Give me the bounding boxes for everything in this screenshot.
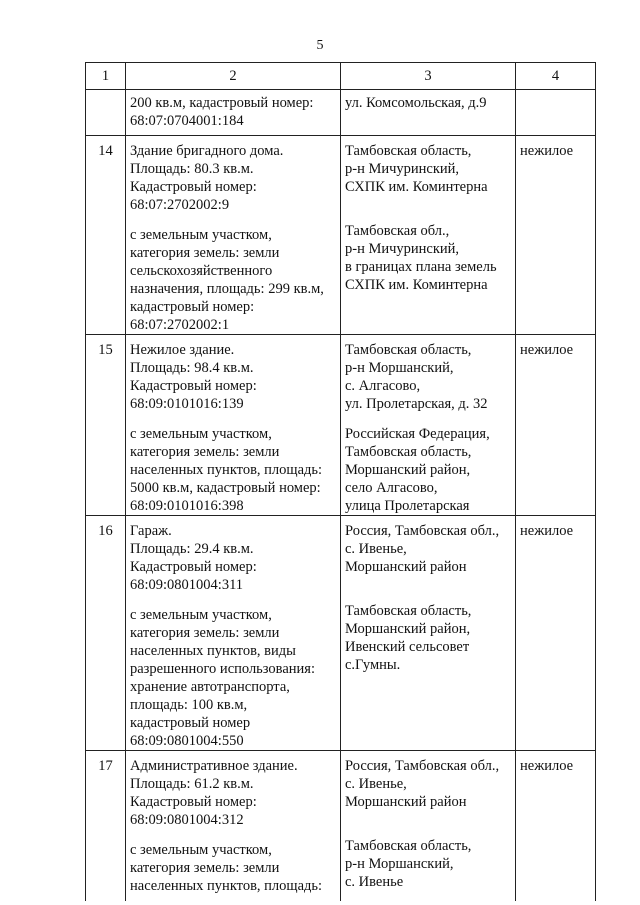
land-description: с земельным участком, категория земель: земли населенных пунктов, площадь: — [130, 842, 323, 894]
object-status: нежилое — [516, 516, 596, 751]
row-number: 15 — [86, 335, 126, 516]
building-address: Тамбовская область, р-н Мичуринский, СХПК им. Коминтерна — [345, 143, 488, 195]
col-header-2: 2 — [126, 63, 341, 90]
building-description: Нежилое здание. Площадь: 98.4 кв.м. Кадастровый номер: 68:09:0101016:139 — [130, 342, 257, 412]
table-row — [86, 751, 596, 901]
land-description: с земельным участком, категория земель: земли населенных пунктов, виды разрешенного использования: хранение автотранспорта, площадь: 100 кв.м, кадастровый номер 68:09:0801004:550 — [130, 607, 315, 749]
row-number: 16 — [86, 516, 126, 751]
row-number: 14 — [86, 136, 126, 335]
building-description: Здание бригадного дома. Площадь: 80.3 кв.м. Кадастровый номер: 68:07:2702002:9 — [130, 143, 284, 213]
continued-description: 200 кв.м, кадастровый номер: 68:07:0704001:184 — [130, 95, 314, 129]
col-header-4: 4 — [516, 63, 596, 90]
land-description: с земельным участком, категория земель: земли населенных пунктов, площадь: 5000 кв.м, кадастровый номер: 68:09:0101016:398 — [130, 426, 323, 514]
building-address: Россия, Тамбовская обл., с. Ивенье, Моршанский район — [345, 758, 500, 810]
object-status: нежилое — [516, 751, 596, 901]
land-address: Тамбовская обл., р-н Мичуринский, в границах плана земель СХПК им. Коминтерна — [345, 223, 497, 293]
page-number: 5 — [316, 38, 324, 53]
table-row — [86, 335, 596, 516]
continuation-row — [86, 90, 596, 136]
col-header-3: 3 — [341, 63, 516, 90]
land-description: с земельным участком, категория земель: земли сельскохозяйственного назначения, площадь: 299 кв.м, кадастровый номер: 68:07:2702002:1 — [130, 227, 324, 333]
header-row — [86, 63, 596, 90]
land-address: Тамбовская область, Моршанский район, Ивенский сельсовет с.Гумны. — [345, 603, 472, 673]
building-address: Тамбовская область, р-н Моршанский, с. Алгасово, ул. Пролетарская, д. 32 — [345, 342, 488, 412]
land-address: Российская Федерация, Тамбовская область, Моршанский район, село Алгасово, улица Пролетарская — [345, 426, 490, 514]
object-status: нежилое — [516, 136, 596, 335]
building-address: Россия, Тамбовская обл., с. Ивенье, Моршанский район — [345, 523, 500, 575]
building-description: Административное здание. Площадь: 61.2 кв.м. Кадастровый номер: 68:09:0801004:312 — [130, 758, 298, 828]
property-table — [85, 62, 596, 901]
row-number: 17 — [86, 751, 126, 901]
object-status: нежилое — [516, 335, 596, 516]
continued-address: ул. Комсомольская, д.9 — [345, 95, 487, 111]
col-header-1: 1 — [86, 63, 126, 90]
table-row — [86, 136, 596, 335]
building-description: Гараж. Площадь: 29.4 кв.м. Кадастровый номер: 68:09:0801004:311 — [130, 523, 257, 593]
table-row — [86, 516, 596, 751]
land-address: Тамбовская область, р-н Моршанский, с. Ивенье — [345, 838, 472, 890]
